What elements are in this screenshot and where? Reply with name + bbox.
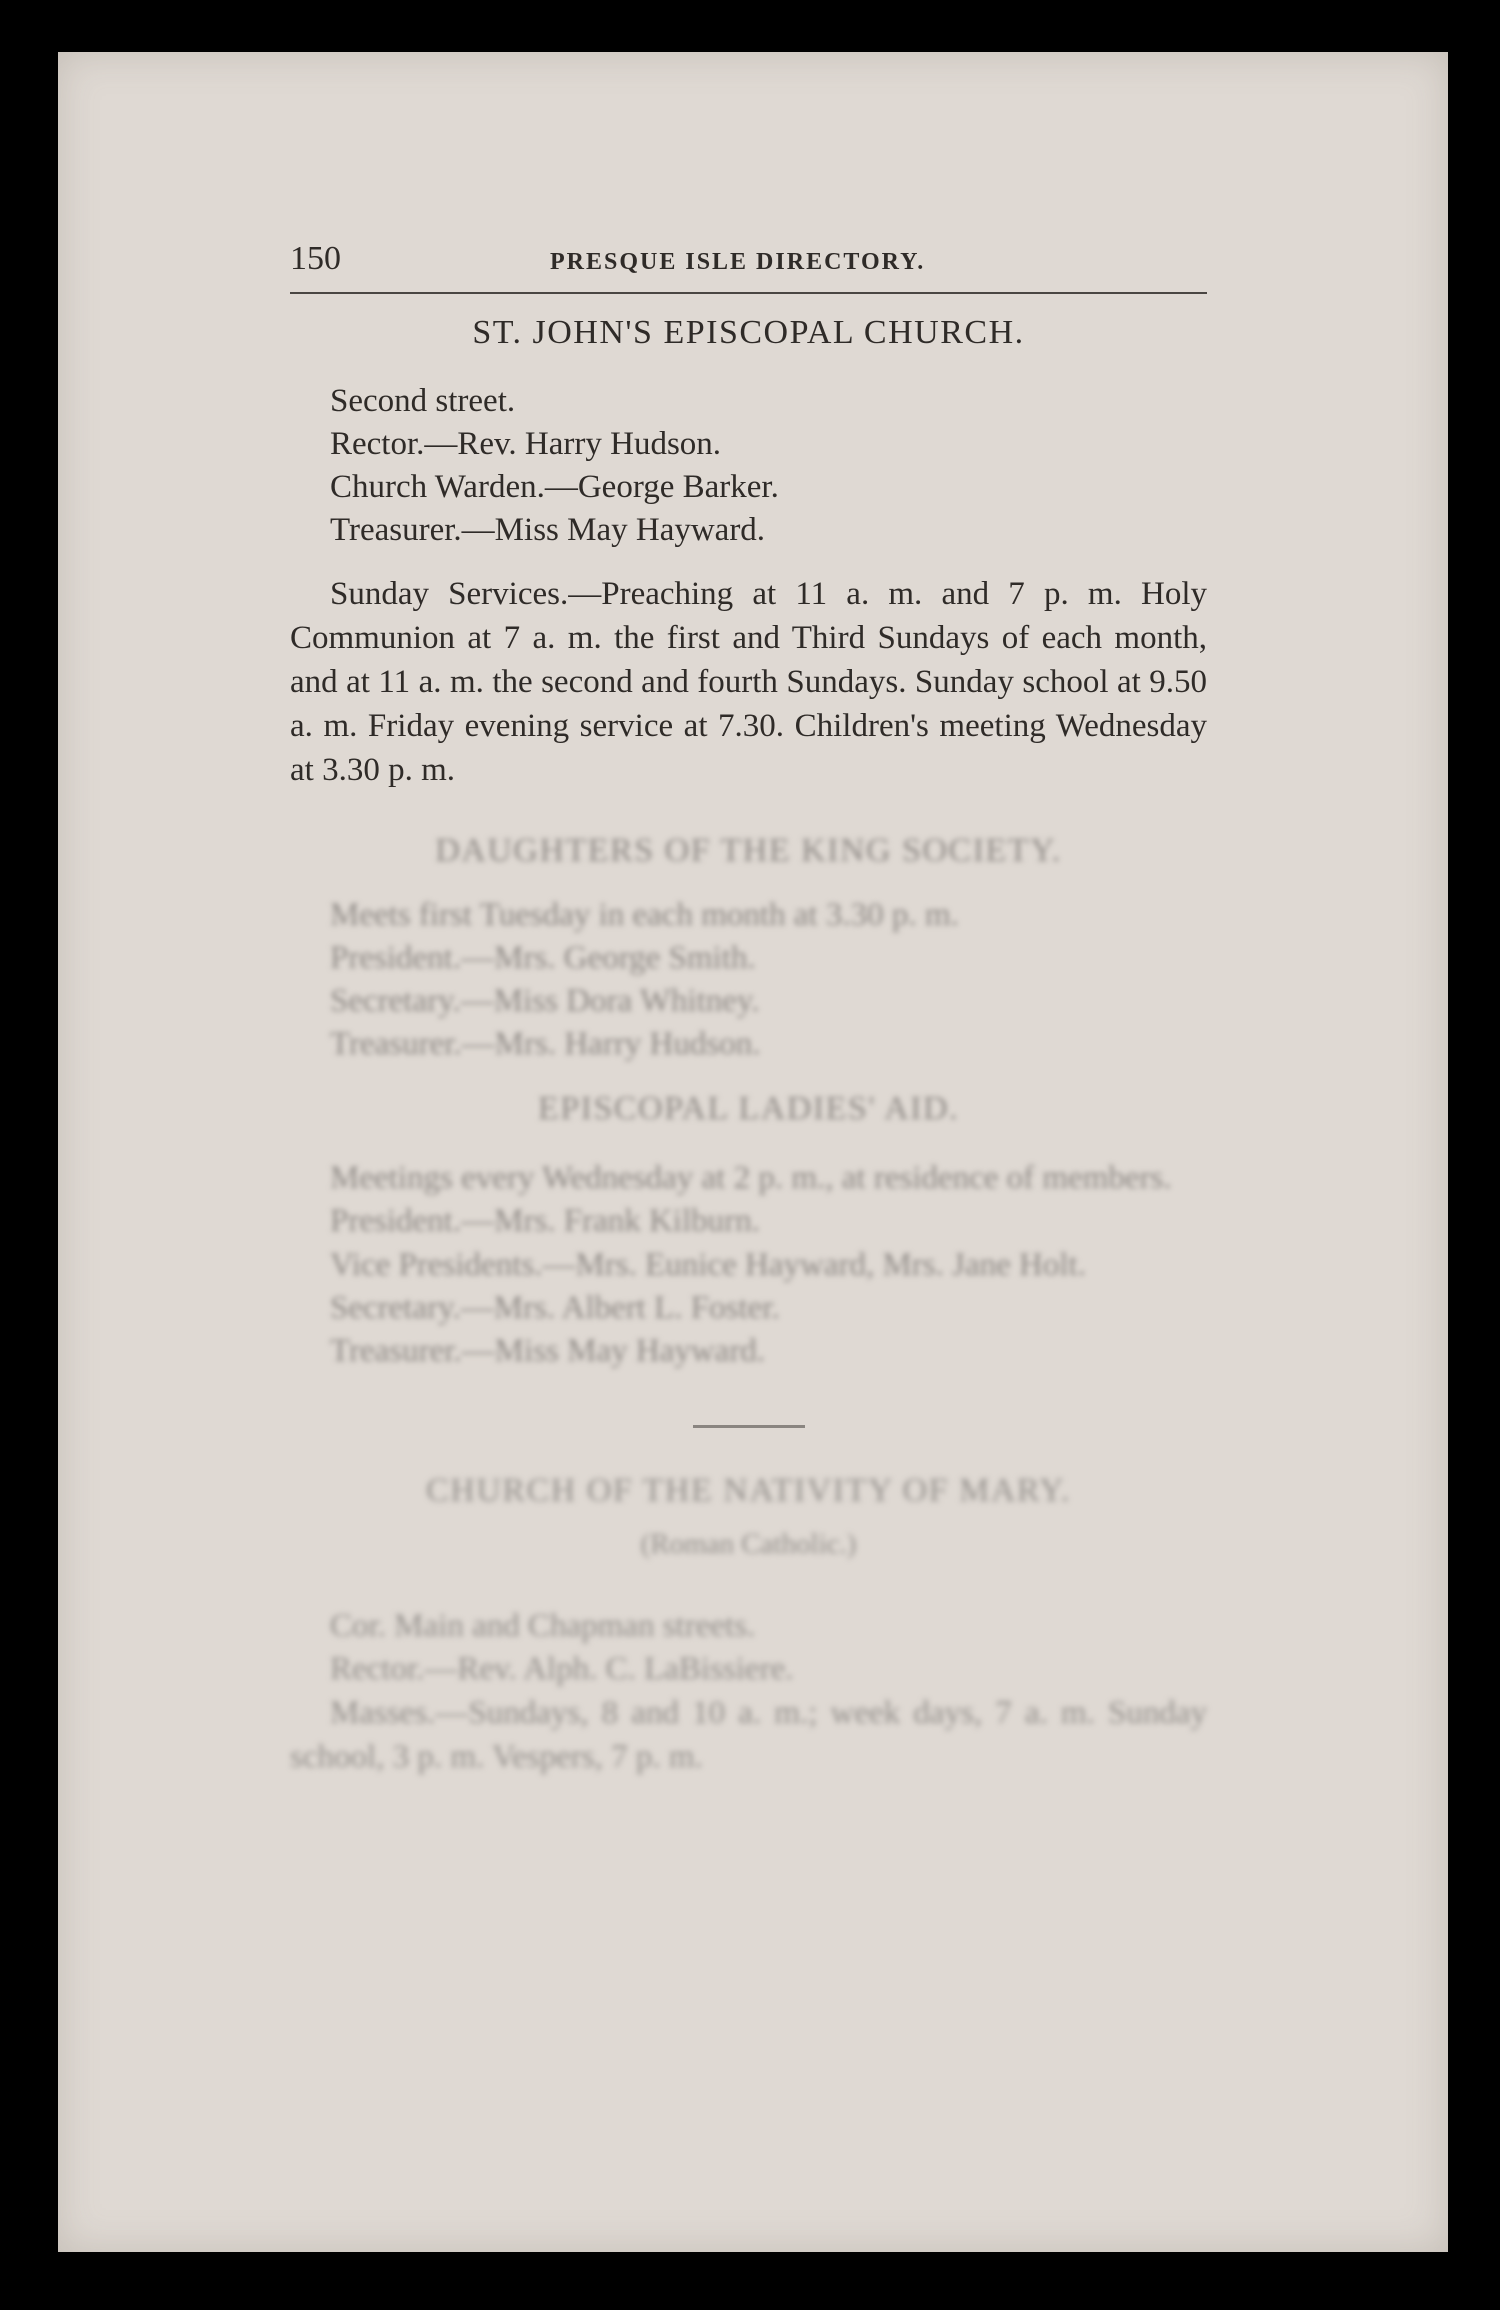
section-divider [693, 1425, 805, 1428]
page-number: 150 [290, 240, 341, 277]
ladies-aid-vice-presidents: Vice Presidents.—Mrs. Eunice Hayward, Mrs. Jane Holt. [330, 1247, 1086, 1283]
running-head-title: PRESQUE ISLE DIRECTORY. [550, 249, 926, 275]
st-johns-line: Church Warden.—George Barker. [330, 469, 779, 505]
ladies-aid-line: Treasurer.—Miss May Hayward. [330, 1333, 766, 1369]
book-page [58, 52, 1448, 2252]
page-content [290, 240, 1207, 1779]
daughters-line: President.—Mrs. George Smith. [330, 940, 756, 976]
daughters-line: Meets first Tuesday in each month at 3.30 p. m. [330, 897, 959, 933]
ladies-aid-heading: EPISCOPAL LADIES' AID. [537, 1090, 960, 1127]
st-johns-services: Sunday Services.—Preaching at 11 a. m. and 7 p. m. Holy Communion at 7 a. m. the first and Third Sundays of each month, and at 11 a. m. the second and fourth Sundays. Sunday school at 9.50 a. m. Friday evening service at 7.30. Children's meeting Wednesday at 3.30 p. m. [290, 576, 1207, 788]
nativity-subheading: (Roman Catholic.) [640, 1528, 857, 1560]
st-johns-line: Rector.—Rev. Harry Hudson. [330, 426, 722, 462]
running-head [290, 240, 1207, 294]
ladies-aid-president: President.—Mrs. Frank Kilburn. [330, 1203, 760, 1239]
ladies-aid-meetings: Meetings every Wednesday at 2 p. m., at residence of members. [330, 1160, 1172, 1196]
ladies-aid-line: Secretary.—Mrs. Albert L. Foster. [330, 1290, 780, 1326]
nativity-heading: CHURCH OF THE NATIVITY OF MARY. [426, 1472, 1071, 1509]
st-johns-line: Second street. [330, 383, 516, 419]
st-johns-heading: ST. JOHN'S EPISCOPAL CHURCH. [472, 314, 1025, 351]
daughters-line: Treasurer.—Mrs. Harry Hudson. [330, 1026, 761, 1062]
daughters-heading: DAUGHTERS OF THE KING SOCIETY. [435, 832, 1062, 869]
nativity-line: Cor. Main and Chapman streets. [330, 1608, 756, 1644]
daughters-line: Secretary.—Miss Dora Whitney. [330, 983, 760, 1019]
st-johns-line: Treasurer.—Miss May Hayward. [330, 512, 766, 548]
nativity-line: Rector.—Rev. Alph. C. LaBissiere. [330, 1651, 794, 1687]
nativity-masses: Masses.—Sundays, 8 and 10 a. m.; week days, 7 a. m. Sunday school, 3 p. m. Vespers, 7 p. m. [290, 1695, 1207, 1775]
